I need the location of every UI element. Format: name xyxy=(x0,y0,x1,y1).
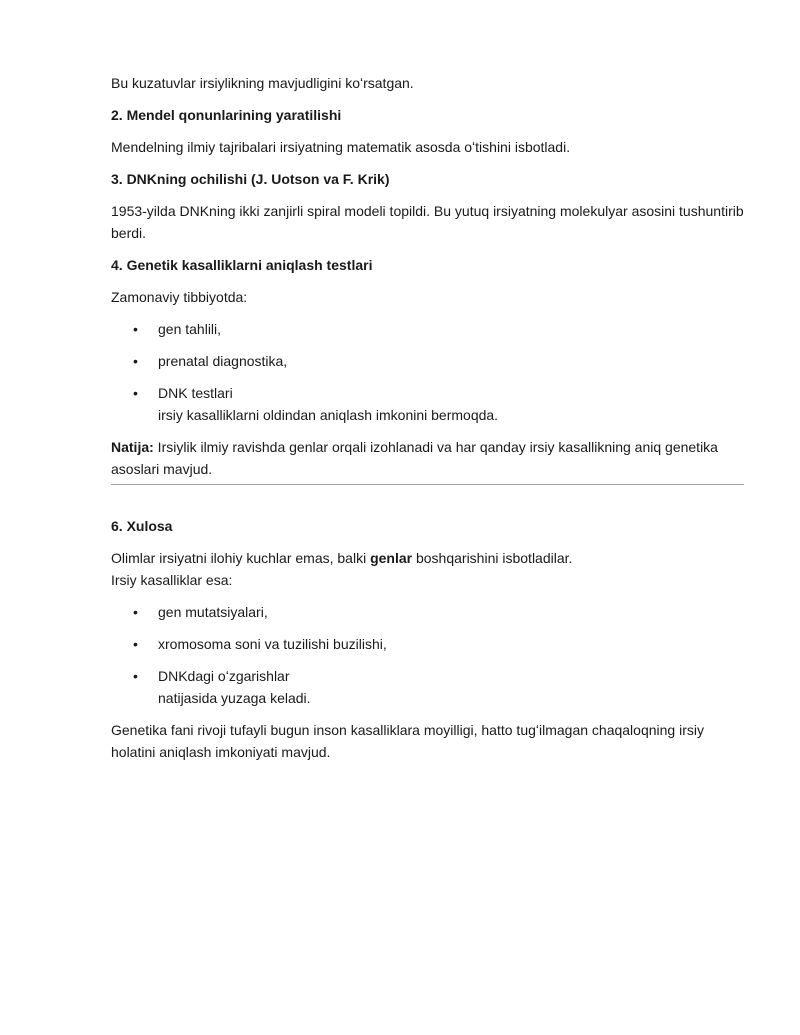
bullet-icon: • xyxy=(133,668,138,684)
section-4-lead: Zamonaviy tibbiyotda: xyxy=(111,289,248,305)
section-divider xyxy=(111,484,744,485)
section-6-heading: 6. Xulosa xyxy=(111,518,173,534)
section-4-list xyxy=(111,318,744,426)
list-item-text: DNK testlari xyxy=(158,385,233,401)
bullet-icon: • xyxy=(133,321,138,337)
final-paragraph: Genetika fani rivoji tufayli bugun inson kasalliklara moyilligi, hatto tugʻilmagan chaqaloqning irsiy holatini aniqlash imkoniyati mavjud. xyxy=(111,722,704,760)
section-2-paragraph: Mendelning ilmiy tajribalari irsiyatning matematik asosda oʻtishini isbotladi. xyxy=(111,139,571,155)
list-item-text: xromosoma soni va tuzilishi buzilishi, xyxy=(158,636,387,652)
section-6-text-a: Olimlar irsiyatni ilohiy kuchlar emas, balki xyxy=(111,550,371,566)
result-label: Natija: xyxy=(111,439,154,455)
result-paragraph xyxy=(111,436,744,480)
document-body xyxy=(111,72,744,773)
list-item xyxy=(111,318,744,340)
list-item-text: prenatal diagnostika, xyxy=(158,353,288,369)
bullet-icon: • xyxy=(133,385,138,401)
list-item xyxy=(111,601,744,623)
section-6-text-b: boshqarishini isbotladilar. xyxy=(412,550,573,566)
section-6-bold-word: genlar xyxy=(370,550,413,566)
bullet-icon: • xyxy=(133,604,138,620)
list-item xyxy=(111,665,744,709)
section-3-paragraph: 1953-yilda DNKning ikki zanjirli spiral modeli topildi. Bu yutuq irsiyatning molekulyar asosini tushuntirib berdi. xyxy=(111,203,744,241)
list-item-text: gen tahlili, xyxy=(158,321,222,337)
section-6-paragraph xyxy=(111,547,744,591)
section-6-line-2: Irsiy kasalliklar esa: xyxy=(111,572,233,588)
list-item xyxy=(111,382,744,426)
bullet-icon: • xyxy=(133,636,138,652)
bullet-icon: • xyxy=(133,353,138,369)
section-4-heading: 4. Genetik kasalliklarni aniqlash testlari xyxy=(111,257,373,273)
intro-paragraph: Bu kuzatuvlar irsiylikning mavjudligini koʻrsatgan. xyxy=(111,75,414,91)
result-text: Irsiylik ilmiy ravishda genlar orqali izohlanadi va har qanday irsiy kasallikning aniq genetika asoslari mavjud. xyxy=(111,439,718,477)
list-item-text: DNKdagi oʻzgarishlar xyxy=(158,668,290,684)
section-3-heading: 3. DNKning ochilishi (J. Uotson va F. Krik) xyxy=(111,171,390,187)
list-item-continuation: irsiy kasalliklarni oldindan aniqlash imkonini bermoqda. xyxy=(158,407,499,423)
list-item-continuation: natijasida yuzaga keladi. xyxy=(158,690,311,706)
section-2-heading: 2. Mendel qonunlarining yaratilishi xyxy=(111,107,342,123)
list-item xyxy=(111,350,744,372)
list-item-text: gen mutatsiyalari, xyxy=(158,604,268,620)
list-item xyxy=(111,633,744,655)
section-6-list xyxy=(111,601,744,709)
